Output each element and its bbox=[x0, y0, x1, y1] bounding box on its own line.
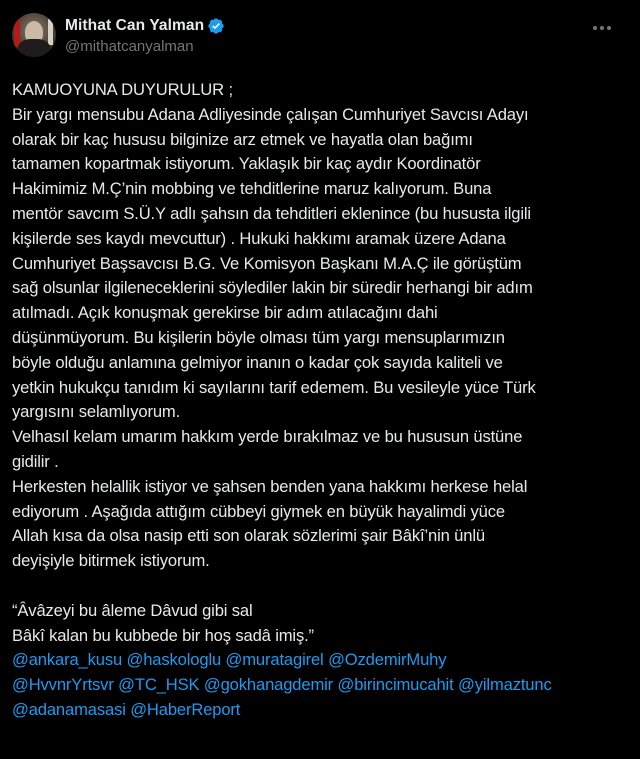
tweet-quote bbox=[12, 599, 630, 649]
mention-link[interactable]: @haskologlu bbox=[126, 650, 222, 670]
tweet-text-line: yargısını selamlıyorum. bbox=[12, 402, 181, 422]
tweet-text-line: mentör savcım S.Ü.Y adlı şahsın da tehditleri eklenince (bu hususta ilgili bbox=[12, 203, 531, 223]
mention-link[interactable]: @TC_HSK bbox=[118, 675, 200, 695]
tweet-text-line: Bir yargı mensubu Adana Adliyesinde çalışan Cumhuriyet Savcısı Adayı bbox=[12, 104, 529, 124]
tweet-text-line: Hakimimiz M.Ç’nin mobbing ve tehditlerine maruz kalıyorum. Buna bbox=[12, 179, 492, 199]
author-handle[interactable]: @mithatcanyalman bbox=[65, 37, 194, 55]
mention-row bbox=[12, 673, 630, 698]
tweet-text-line: ediyorum . Aşağıda attığım cübbeyi giymek en büyük hayalimdi yüce bbox=[12, 501, 505, 521]
mention-link[interactable]: @OzdemirMuhy bbox=[328, 650, 447, 670]
quote-line: Bâkî kalan bu kubbede bir hoş sadâ imiş.” bbox=[12, 625, 314, 645]
tweet-text-line: kişilerde ses kaydı mevcuttur) . Hukuki hakkımı aramak üzere Adana bbox=[12, 228, 506, 248]
author-info bbox=[65, 16, 225, 55]
paragraph-gap bbox=[12, 574, 630, 599]
tweet-paragraphs bbox=[12, 78, 630, 574]
quote-line: “Âvâzeyi bu âleme Dâvud gibi sal bbox=[12, 600, 253, 620]
mention-row bbox=[12, 698, 630, 723]
tweet-text-line: Velhasıl kelam umarım hakkım yerde bırakılmaz ve bu hususun üstüne bbox=[12, 427, 523, 447]
mention-link[interactable]: @yilmaztunc bbox=[458, 675, 552, 695]
tweet-text-line: yetkin hukukçu tanıdım ki sayılarını tarif edemem. Bu vesileyle yüce Türk bbox=[12, 377, 536, 397]
verified-badge-icon bbox=[207, 17, 225, 35]
tweet-text-line: Allah kısa da olsa nasip etti son olarak sözlerimi şair Bâkî’nin ünlü bbox=[12, 526, 485, 546]
mention-link[interactable]: @HaberReport bbox=[130, 699, 241, 719]
mention-link[interactable]: @ankara_kusu bbox=[12, 650, 123, 670]
tweet-text-line: böyle olduğu anlamına gelmiyor inanın o kadar çok sayıda kaliteli ve bbox=[12, 352, 503, 372]
tweet-mentions bbox=[12, 648, 630, 722]
avatar[interactable] bbox=[12, 13, 56, 57]
tweet-text-line: düşünmüyorum. Bu kişilerin böyle olması tüm yargı mensuplarımızın bbox=[12, 327, 505, 347]
tweet-text-line: sağ olsunlar ilgileneceklerini söylediler lakin bir süredir herhangi bir adım bbox=[12, 278, 533, 298]
tweet-text-line: tamamen kopartmak istiyorum. Yaklaşık bir kaç aydır Koordinatör bbox=[12, 154, 481, 174]
author-display-name[interactable]: Mithat Can Yalman bbox=[65, 16, 205, 34]
mention-link[interactable]: @adanamasasi bbox=[12, 699, 126, 719]
tweet-header bbox=[12, 10, 628, 60]
more-options-icon[interactable] bbox=[584, 16, 620, 40]
tweet-text-line: Herkesten helallik istiyor ve şahsen benden yana hakkımı herkese helal bbox=[12, 476, 528, 496]
tweet-text-line: gidilir . bbox=[12, 451, 59, 471]
mention-link[interactable]: @gokhanagdemir bbox=[203, 675, 334, 695]
tweet-text-line: KAMUOYUNA DUYURULUR ; bbox=[12, 80, 233, 99]
tweet-text-line: olarak bir kaç hususu bilginize arz etmek ve hayatla olan bağımı bbox=[12, 129, 473, 149]
tweet-text-line: atılmadı. Açık konuşmak gerekirse bir adım atılacağını dahi bbox=[12, 303, 438, 323]
mention-link[interactable]: @birincimucahit bbox=[337, 675, 454, 695]
mention-link[interactable]: @HvvnrYrtsvr bbox=[12, 675, 114, 695]
mention-row bbox=[12, 648, 630, 673]
tweet-text-line: deyişiyle bitirmek istiyorum. bbox=[12, 551, 210, 571]
mention-link[interactable]: @muratagirel bbox=[225, 650, 324, 670]
tweet-text-line: Cumhuriyet Başsavcısı B.G. Ve Komisyon Başkanı M.A.Ç ile görüştüm bbox=[12, 253, 522, 273]
tweet-text bbox=[12, 78, 630, 723]
